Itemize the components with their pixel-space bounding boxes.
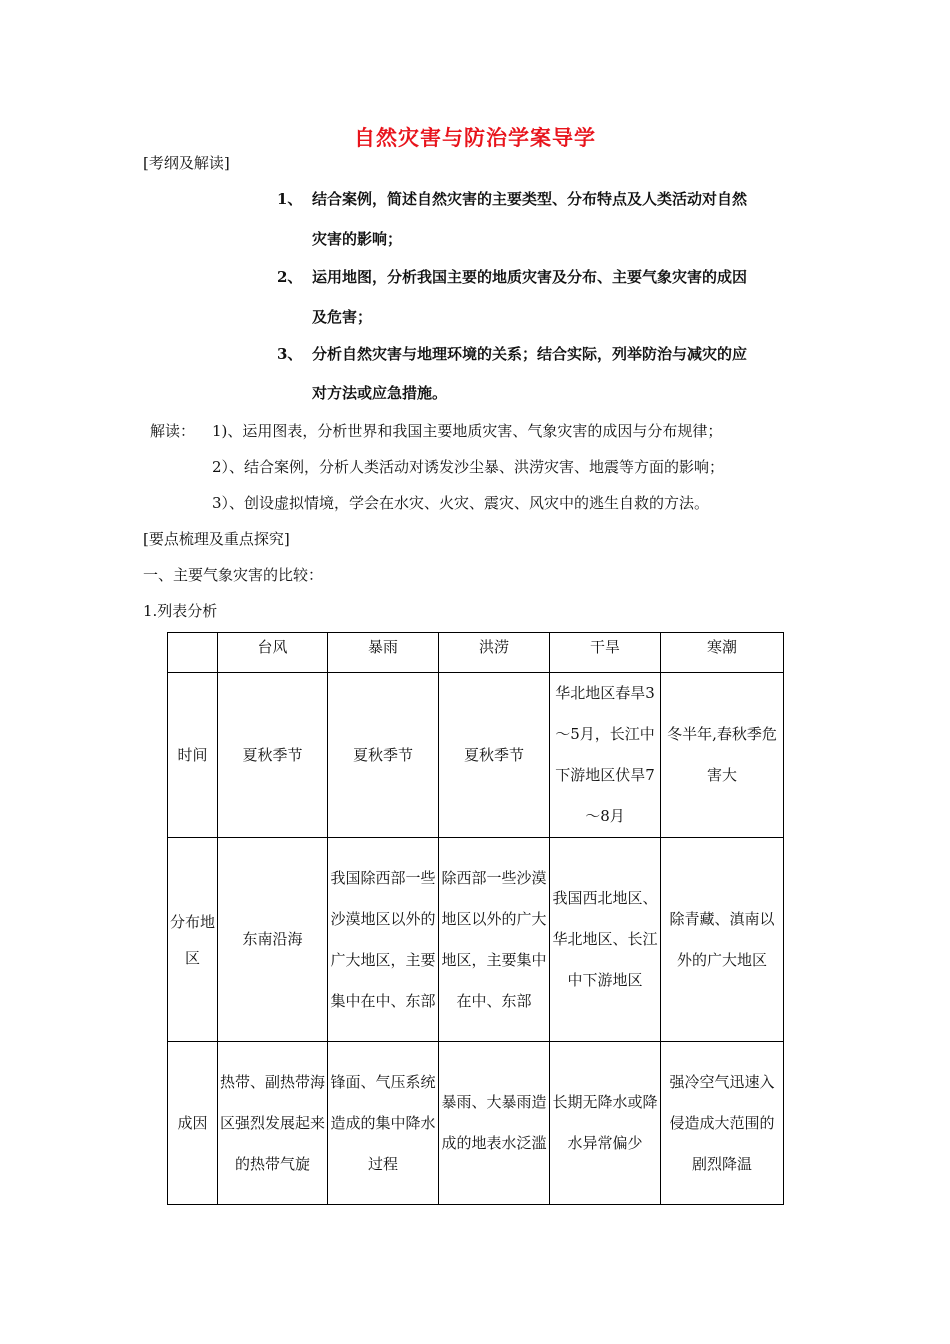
header-cell: 台风	[218, 633, 328, 673]
interpretation-line: 1)、运用图表，分析世界和我国主要地质灾害、气象灾害的成因与分布规律；	[212, 422, 723, 440]
header-cell: 寒潮	[661, 633, 784, 673]
table-row	[168, 673, 784, 838]
table-row	[168, 838, 784, 1042]
table-cell: 夏秋季节	[218, 673, 328, 838]
row-label: 时间	[168, 673, 218, 838]
table-header-row	[168, 633, 784, 673]
subsection-heading: 一、主要气象灾害的比较：	[143, 566, 324, 584]
row-label: 成因	[168, 1042, 218, 1205]
item-number: 2、	[277, 268, 303, 286]
table-cell: 冬半年,春秋季危害大	[661, 673, 784, 838]
table-cell: 我国除西部一些沙漠地区以外的广大地区，主要集中在中、东部	[328, 838, 439, 1042]
table-cell: 除青藏、滇南以外的广大地区	[661, 838, 784, 1042]
table-cell: 我国西北地区、华北地区、长江中下游地区	[550, 838, 661, 1042]
table-cell: 锋面、气压系统造成的集中降水过程	[328, 1042, 439, 1205]
disaster-comparison-table	[167, 632, 784, 1205]
item-number: 3、	[277, 345, 303, 363]
section-heading-key-points: [要点梳理及重点探究]	[143, 530, 290, 548]
table-cell: 长期无降水或降水异常偏少	[550, 1042, 661, 1205]
table-cell: 强冷空气迅速入侵造成大范围的剧烈降温	[661, 1042, 784, 1205]
row-label: 分布地区	[168, 838, 218, 1042]
interpretation-line: 2）、结合案例，分析人类活动对诱发沙尘暴、洪涝灾害、地震等方面的影响；	[212, 458, 725, 476]
item-text: 运用地图，分析我国主要的地质灾害及分布、主要气象灾害的成因	[312, 268, 748, 286]
header-cell: 洪涝	[439, 633, 550, 673]
header-cell	[168, 633, 218, 673]
section-heading-syllabus: [考纲及解读]	[143, 154, 230, 172]
subsection-heading: 1.列表分析	[143, 602, 218, 620]
page-title: 自然灾害与防治学案导学	[354, 125, 596, 150]
table-cell: 夏秋季节	[439, 673, 550, 838]
interpretation-label: 解读：	[150, 422, 196, 440]
table-cell: 暴雨、大暴雨造成的地表水泛滥	[439, 1042, 550, 1205]
item-text-continued: 及危害；	[312, 308, 373, 326]
item-number: 1、	[277, 190, 303, 208]
header-cell: 暴雨	[328, 633, 439, 673]
table-cell: 东南沿海	[218, 838, 328, 1042]
table-cell: 除西部一些沙漠地区以外的广大地区，主要集中在中、东部	[439, 838, 550, 1042]
item-text-continued: 灾害的影响；	[312, 230, 403, 248]
table-cell: 热带、副热带海区强烈发展起来的热带气旋	[218, 1042, 328, 1205]
interpretation-line: 3）、创设虚拟情境，学会在水灾、火灾、震灾、风灾中的逃生自救的方法。	[212, 494, 710, 512]
table-cell: 华北地区春旱3～5月，长江中下游地区伏旱7～8月	[550, 673, 661, 838]
table-row	[168, 1042, 784, 1205]
item-text: 分析自然灾害与地理环境的关系；结合实际，列举防治与减灾的应	[312, 345, 748, 363]
header-cell: 干旱	[550, 633, 661, 673]
item-text-continued: 对方法或应急措施。	[312, 384, 448, 402]
table-cell: 夏秋季节	[328, 673, 439, 838]
item-text: 结合案例，简述自然灾害的主要类型、分布特点及人类活动对自然	[312, 190, 748, 208]
